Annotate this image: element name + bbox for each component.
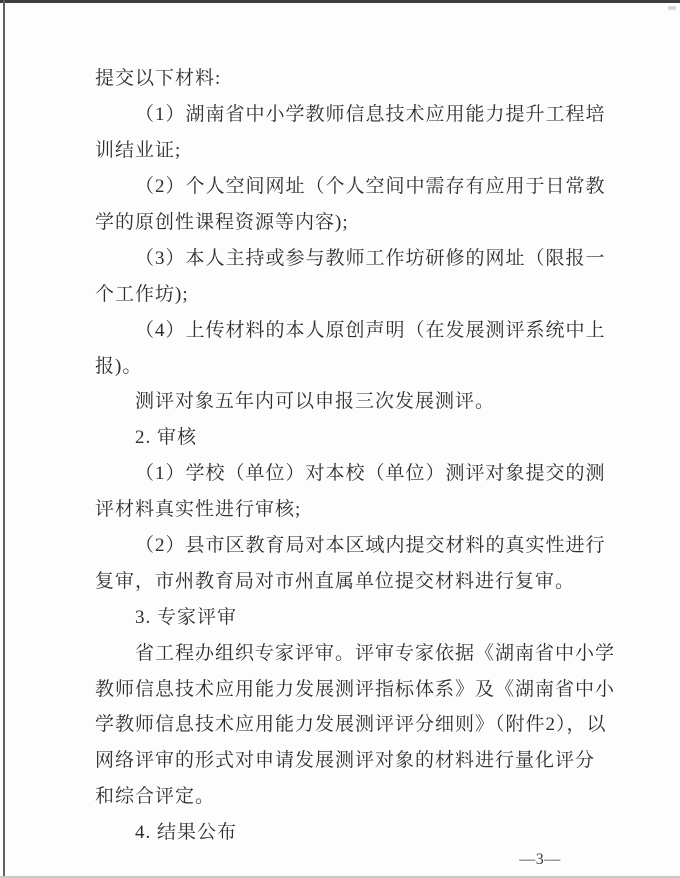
doc-line: 评材料真实性进行审核; — [95, 499, 302, 521]
doc-line: 个工作坊); — [95, 283, 189, 305]
doc-line: 复审，市州教育局对市州直属单位提交材料进行复审。 — [95, 570, 576, 592]
doc-line: （3）本人主持或参与教师工作坊研修的网址（限报一 — [135, 247, 606, 269]
doc-line: （1）学校（单位）对本校（单位）测评对象提交的测 — [135, 463, 606, 485]
doc-line: 学教师信息技术应用能力发展测评评分细则》（附件2），以 — [95, 714, 607, 736]
scan-artifact — [668, 6, 676, 10]
document-text-block — [95, 59, 640, 849]
doc-line: （1）湖南省中小学教师信息技术应用能力提升工程培 — [135, 104, 606, 126]
doc-line: 提交以下材料: — [95, 68, 222, 90]
doc-line: 学的原创性课程资源等内容); — [95, 212, 349, 233]
scan-edge-top — [0, 0, 680, 3]
doc-line-section-heading: 3. 专家评审 — [135, 606, 238, 628]
page-number: —3— — [519, 851, 561, 868]
doc-line: 和综合评定。 — [95, 786, 216, 808]
doc-line: 报)。 — [95, 355, 143, 377]
doc-line: 测评对象五年内可以申报三次发展测评。 — [135, 391, 496, 413]
doc-line: （2）个人空间网址（个人空间中需存有应用于日常教 — [135, 176, 606, 198]
doc-line: （4）上传材料的本人原创声明（在发展测评系统中上 — [135, 319, 606, 341]
doc-line: 训结业证; — [95, 140, 182, 162]
doc-line: 网络评审的形式对申请发展测评对象的材料进行量化评分 — [95, 750, 596, 772]
doc-line: 省工程办组织专家评审。评审专家依据《湖南省中小学 — [135, 642, 616, 664]
doc-line: （2）县市区教育局对本区域内提交材料的真实性进行 — [135, 535, 606, 557]
doc-line: 教师信息技术应用能力发展测评指标体系》及《湖南省中小 — [95, 678, 616, 700]
doc-line-section-heading: 4. 结果公布 — [135, 822, 238, 844]
doc-line-section-heading: 2. 审核 — [135, 427, 198, 449]
scan-edge-left — [3, 0, 5, 878]
